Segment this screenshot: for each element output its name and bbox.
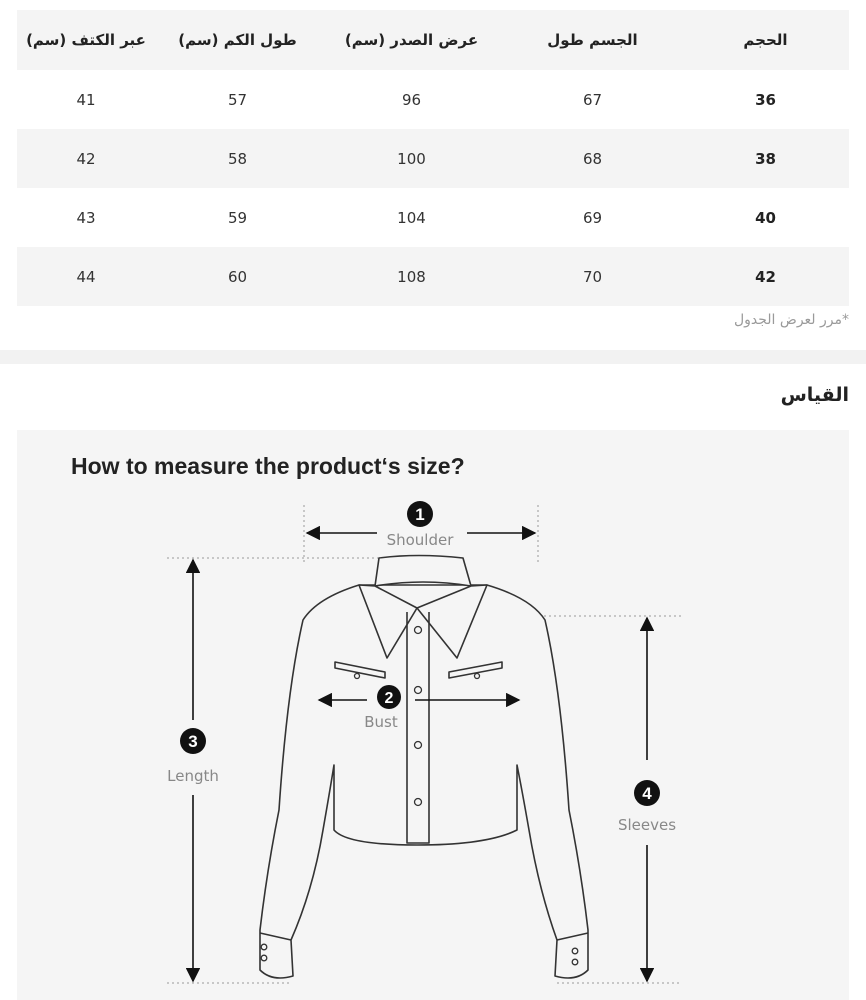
- cell-size: 40: [755, 208, 776, 227]
- table-row: [17, 247, 849, 306]
- table-row: [17, 129, 849, 188]
- scroll-hint: *مرر لعرض الجدول: [733, 312, 849, 328]
- cell-shoulder: 43: [76, 208, 96, 227]
- marker-4-number: 4: [642, 784, 652, 803]
- marker-2-number: 2: [384, 690, 394, 707]
- cell-body-length: 70: [582, 267, 603, 286]
- shirt-diagram: [17, 430, 849, 1000]
- cell-body-length: 67: [582, 90, 603, 109]
- cell-sleeve: 60: [227, 267, 248, 286]
- sleeves-label: Sleeves: [617, 816, 677, 834]
- figure-title: How to measure the product‘s size?: [71, 453, 465, 479]
- header-sleeve: طول الكم (سم): [178, 31, 297, 49]
- cell-sleeve: 57: [227, 90, 248, 109]
- table-header-row: [17, 10, 849, 70]
- section-title: القياس: [780, 384, 849, 406]
- header-shoulder: عبر الكتف (سم): [26, 31, 146, 49]
- cell-shoulder: 44: [76, 267, 96, 286]
- cell-size: 38: [755, 149, 776, 168]
- shoulder-label: Shoulder: [386, 531, 454, 549]
- shirt-outline: [260, 556, 588, 979]
- length-label: Length: [167, 767, 219, 785]
- table-row: [17, 188, 849, 247]
- header-size: الحجم: [743, 31, 788, 49]
- cell-size: 42: [755, 267, 776, 286]
- cell-shoulder: 41: [76, 90, 96, 109]
- header-body-length: الجسم طول: [547, 31, 638, 49]
- marker-1-number: 1: [415, 505, 425, 524]
- cell-bust: 100: [397, 149, 426, 168]
- marker-3-number: 3: [188, 732, 198, 751]
- cell-sleeve: 58: [227, 149, 248, 168]
- cell-bust: 108: [397, 267, 426, 286]
- cell-shoulder: 42: [76, 149, 96, 168]
- cell-size: 36: [755, 90, 776, 109]
- header-bust: عرض الصدر (سم): [344, 31, 479, 49]
- bust-label: Bust: [364, 713, 398, 731]
- cell-bust: 96: [401, 90, 422, 109]
- measurement-figure: [17, 430, 849, 1000]
- section-divider: [0, 350, 866, 364]
- cell-body-length: 69: [582, 208, 603, 227]
- size-table: [17, 10, 849, 306]
- table-row: [17, 70, 849, 129]
- cell-sleeve: 59: [227, 208, 248, 227]
- cell-bust: 104: [397, 208, 426, 227]
- cell-body-length: 68: [582, 149, 603, 168]
